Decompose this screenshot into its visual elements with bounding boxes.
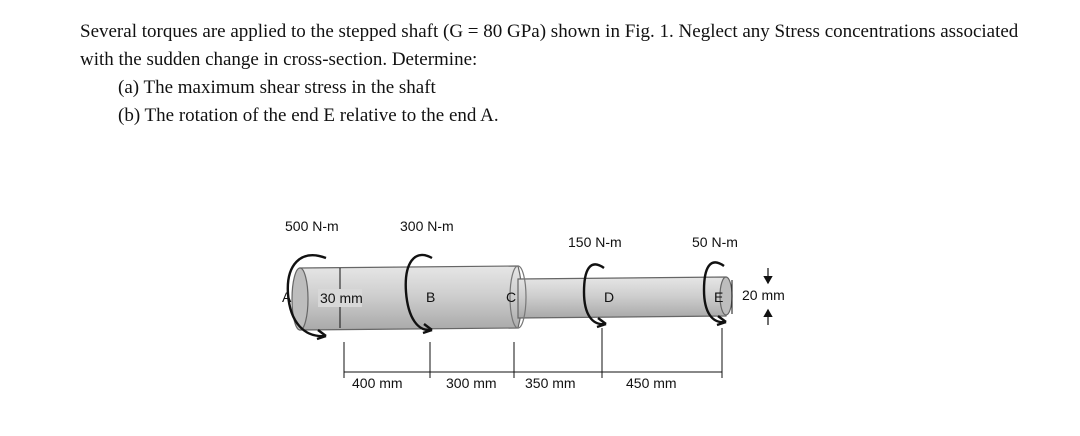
length-label-bc: 300 mm bbox=[446, 375, 497, 391]
question-a: (a) The maximum shear stress in the shaft bbox=[118, 77, 436, 98]
torque-label-b: 300 N-m bbox=[400, 218, 454, 234]
length-label-de: 450 mm bbox=[626, 375, 677, 391]
question-b: (b) The rotation of the end E relative to the end A. bbox=[118, 105, 499, 126]
point-label-a: A bbox=[282, 289, 292, 305]
length-label-ab: 400 mm bbox=[352, 375, 403, 391]
point-label-e: E bbox=[714, 289, 724, 305]
small-diameter-label: 20 mm bbox=[742, 287, 785, 303]
point-label-c: C bbox=[506, 289, 517, 305]
torque-label-a: 500 N-m bbox=[285, 218, 339, 234]
torque-label-d: 150 N-m bbox=[568, 234, 622, 250]
point-label-b: B bbox=[426, 289, 436, 305]
length-dimension-line bbox=[344, 328, 722, 378]
shaft-small-section bbox=[518, 277, 729, 318]
point-label-d: D bbox=[604, 289, 615, 305]
large-diameter-label: 30 mm bbox=[320, 290, 363, 306]
torque-label-e: 50 N-m bbox=[692, 234, 738, 250]
length-label-cd: 350 mm bbox=[525, 375, 576, 391]
problem-intro: Several torques are applied to the stepped shaft (G = 80 GPa) shown in Fig. 1. Neglect any Stress concentrations associated with the sudden change in cross-section. Determine: bbox=[80, 21, 1019, 70]
